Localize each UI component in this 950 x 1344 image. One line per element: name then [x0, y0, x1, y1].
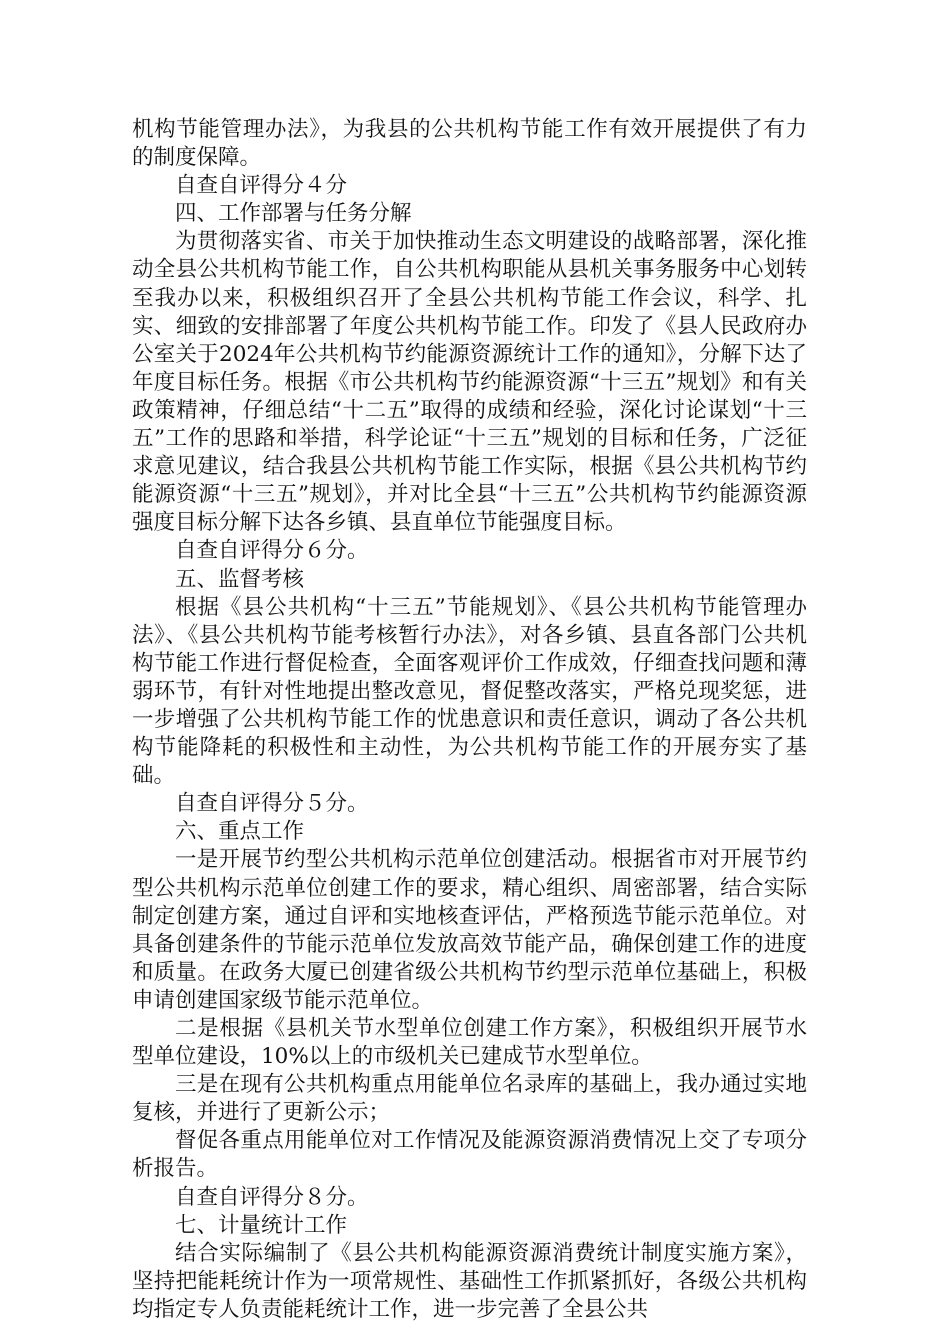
self-score-line: 自查自评得分４分 [175, 173, 348, 199]
continuation-paragraph: 机构节能管理办法》，为我县的公共机构节能工作有效开展提供了有力的制度保障。 [132, 117, 807, 171]
self-score-line: 自查自评得分５分。 [175, 791, 369, 817]
body-paragraph: 一是开展节约型公共机构示范单位创建活动。根据省市对开展节约型公共机构示范单位创建工作的要求，精心组织、周密部署，结合实际制定创建方案，通过自评和实地核查评估，严格预选节能示范单位。对具备创建条件的节能示范单位发放高效节能产品，确保创建工作的进度和质量。在政务大厦已创建省级公共机构节约型示范单位基础上，积极申请创建国家级节能示范单位。 [132, 847, 807, 1013]
self-score-line: 自查自评得分６分。 [175, 538, 369, 564]
document-body [132, 116, 807, 1324]
section-heading-4: 四、工作部署与任务分解 [175, 201, 412, 227]
body-paragraph: 督促各重点用能单位对工作情况及能源资源消费情况上交了专项分析报告。 [132, 1128, 807, 1182]
section-heading-7: 七、计量统计工作 [175, 1212, 348, 1238]
body-paragraph: 三是在现有公共机构重点用能单位名录库的基础上，我办通过实地复核，并进行了更新公示； [132, 1072, 807, 1126]
self-score-line: 自查自评得分８分。 [175, 1184, 369, 1210]
section-heading-6: 六、重点工作 [175, 819, 305, 845]
body-paragraph: 结合实际编制了《县公共机构能源资源消费统计制度实施方案》，坚持把能耗统计作为一项常规性、基础性工作抓紧抓好，各级公共机构均指定专人负责能耗统计工作，进一步完善了全县公共 [132, 1240, 807, 1322]
body-paragraph: 为贯彻落实省、市关于加快推动生态文明建设的战略部署，深化推动全县公共机构节能工作，自公共机构职能从县机关事务服务中心划转至我办以来，积极组织召开了全县公共机构节能工作会议，科学、扎实、细致的安排部署了年度公共机构节能工作。印发了《县人民政府办公室关于2024年公共机构节约能源资源统计工作的通知》，分解下达了年度目标任务。根据《市公共机构节约能源资源“十三五”规划》和有关政策精神，仔细总结“十二五”取得的成绩和经验，深化讨论谋划“十三五”工作的思路和举措，科学论证“十三五”规划的目标和任务，广泛征求意见建议，结合我县公共机构节能工作实际，根据《县公共机构节约能源资源“十三五”规划》，并对比全县“十三五”公共机构节约能源资源强度目标分解下达各乡镇、县直单位节能强度目标。 [132, 229, 807, 536]
body-paragraph: 根据《县公共机构“十三五”节能规划》、《县公共机构节能管理办法》、《县公共机构节能考核暂行办法》，对各乡镇、县直各部门公共机构节能工作进行督促检查，全面客观评价工作成效，仔细查找问题和薄弱环节，有针对性地提出整改意见，督促整改落实，严格兑现奖惩，进一步增强了公共机构节能工作的忧患意识和责任意识，调动了各公共机构节能降耗的积极性和主动性，为公共机构节能工作的开展夯实了基础。 [132, 594, 807, 789]
section-heading-5: 五、监督考核 [175, 566, 305, 592]
body-paragraph: 二是根据《县机关节水型单位创建工作方案》，积极组织开展节水型单位建设，10%以上的市级机关已建成节水型单位。 [132, 1016, 807, 1070]
